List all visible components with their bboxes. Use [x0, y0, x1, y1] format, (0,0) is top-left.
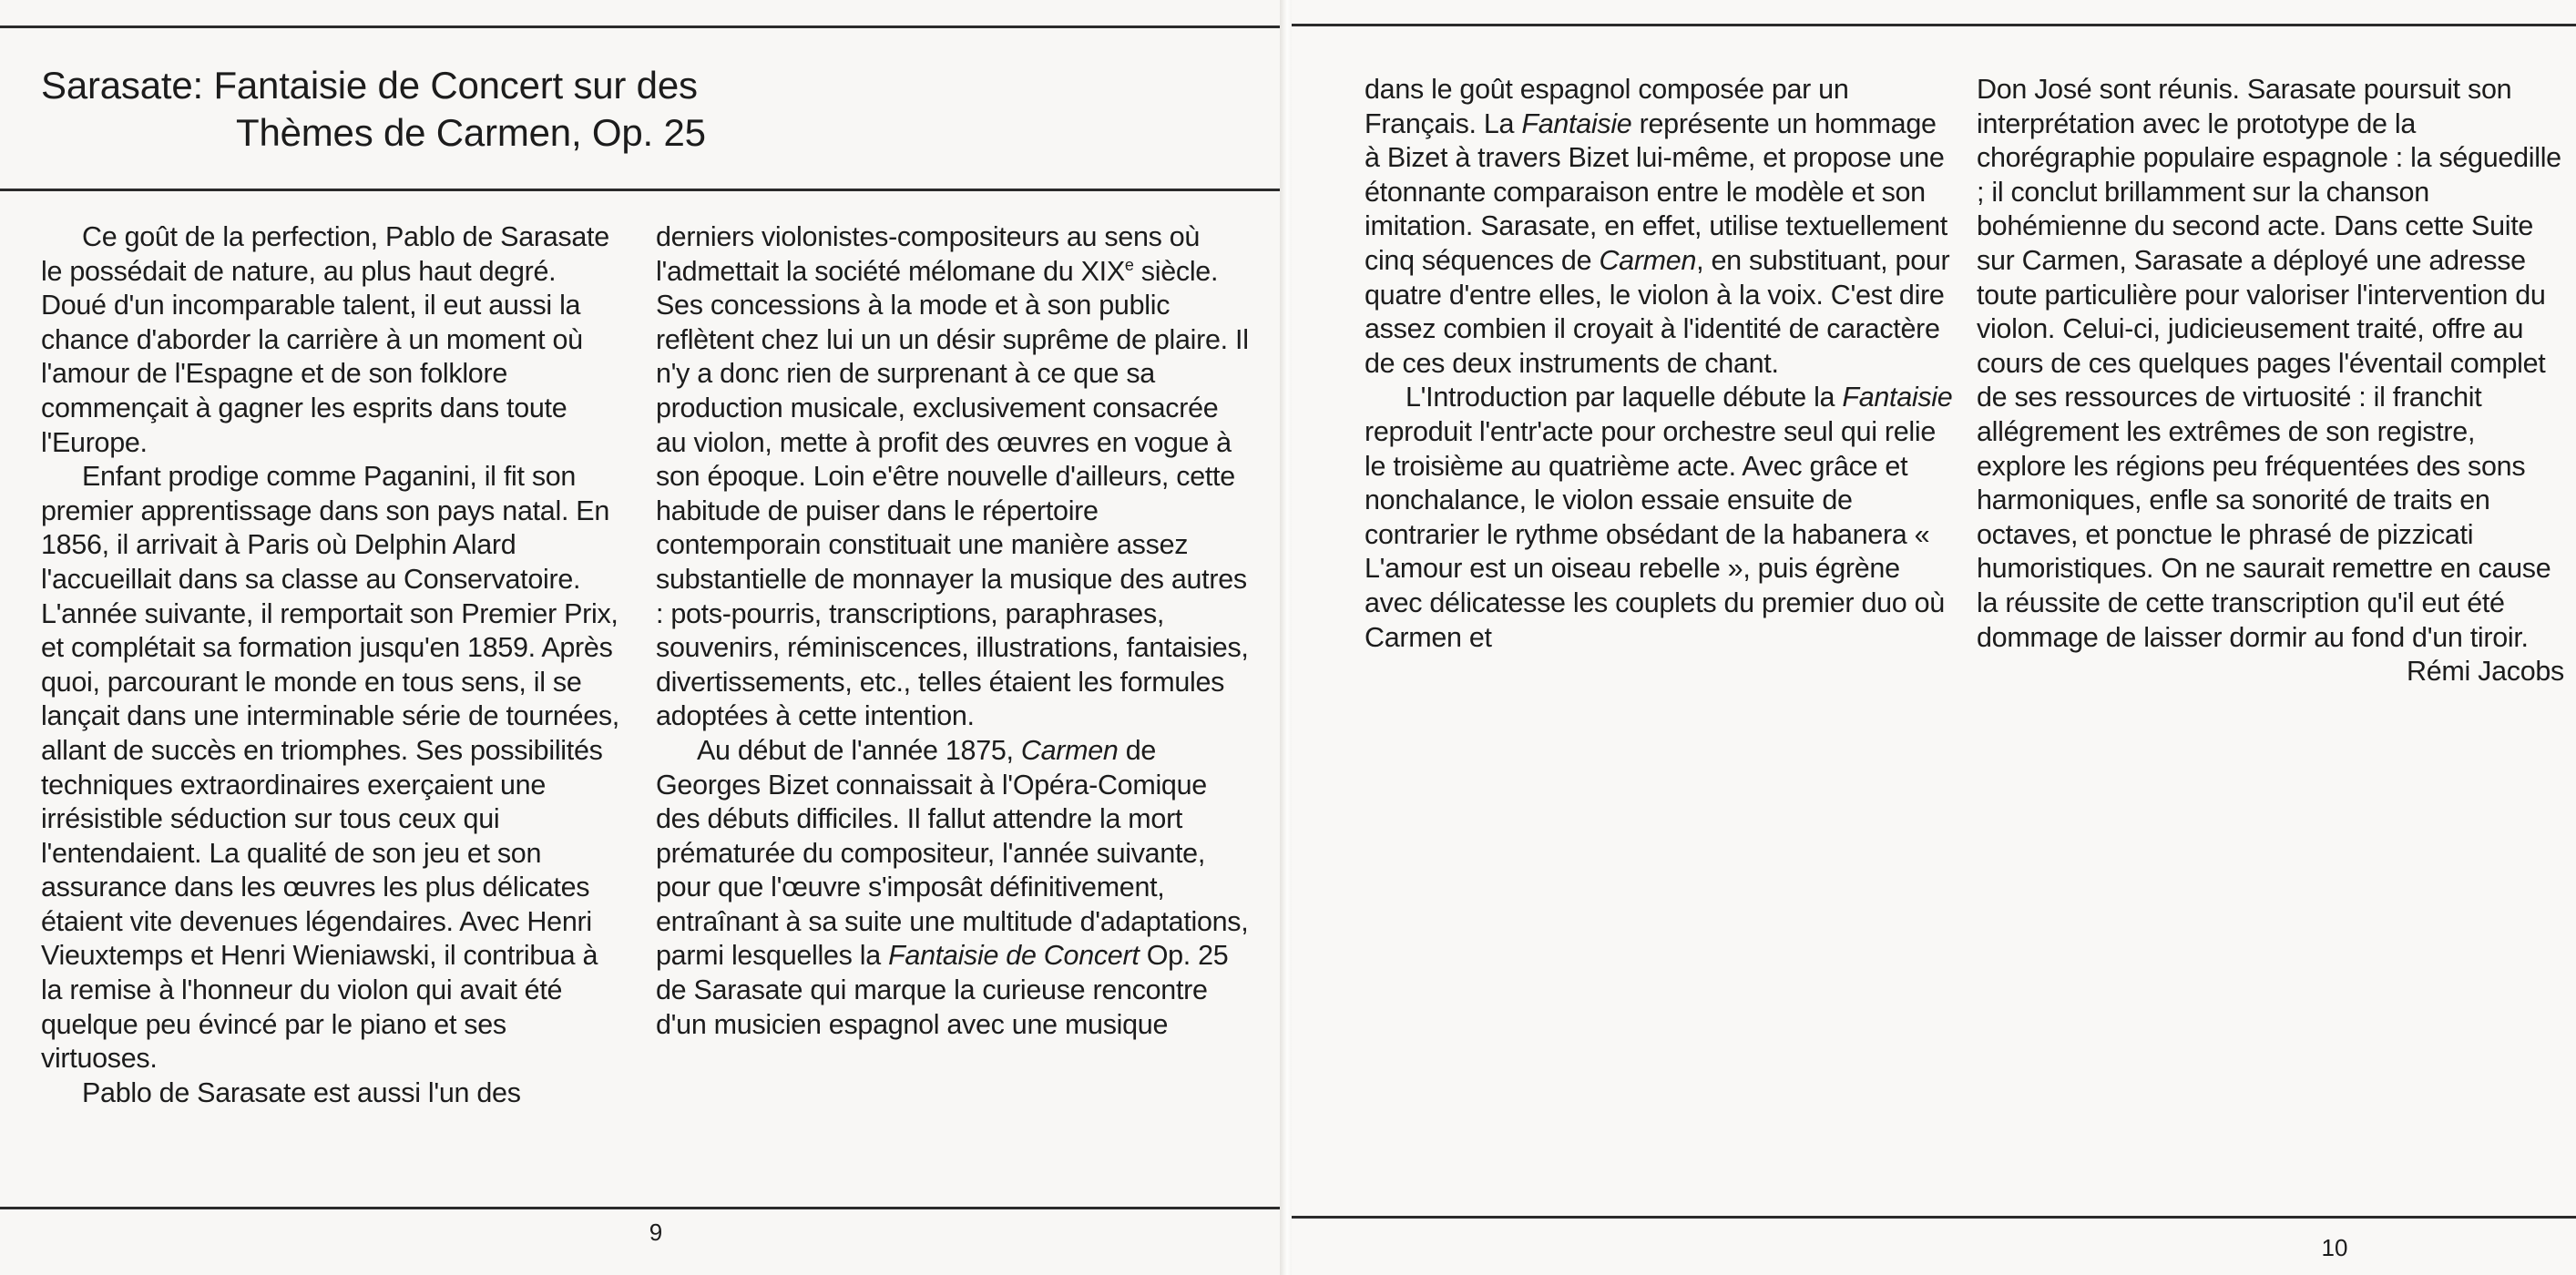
- paragraph: Enfant prodige comme Paganini, il fit son premier apprentissage dans son pays natal. En 1856, il arrivait à Paris où Delphin Alard l'accueillait dans sa classe au Conservatoire. L'année suivante, il remportait son Premier Prix, et complétait sa formation jusqu'en 1859. Après quoi, parcourant le monde en tous sens, il se lançait dans une interminable série de tournées, allant de succès en triomphes. Ses possibilités techniques extraordinaires exerçaient une irrésistible séduction sur tous ceux qui l'entendaient. La qualité de son jeu et son assurance dans les œuvres les plus délicates étaient vite devenues légendaires. Avec Henri Vieuxtemps et Henri Wieniawski, il contribua à la remise à l'honneur du violon qui avait été quelque peu évincé par le piano et ses virtuoses.: [41, 461, 619, 1075]
- text-run: de Georges Bizet connaissait à l'Opéra-Comique des débuts difficiles. Il fallut attendre la mort prématurée du compositeur, l'année suivante, pour que l'œuvre s'imposât définitivement, entraînant à sa suite une multitude d'adaptations, parmi lesquelles la: [656, 734, 1249, 972]
- page-number-left: 9: [649, 1219, 663, 1246]
- title-line-1: Sarasate: Fantaisie de Concert sur des: [41, 64, 698, 107]
- right-column-1: [1365, 73, 1957, 655]
- text-run: derniers violonistes-compositeurs au sens où l'admettait la société mélomane du XIX: [656, 221, 1201, 287]
- text-run: L'Introduction par laquelle débute la: [1406, 382, 1843, 413]
- superscript: e: [1124, 255, 1134, 274]
- paragraph: Don José sont réunis. Sarasate poursuit son interprétation avec le prototype de la chorégraphie populaire espagnole : la séguedille ; il conclut brillamment sur la chanson bohémienne du second acte. Dans cette Suite sur Carmen, Sarasate a déployé une adresse toute particulière pour valoriser l'intervention du violon. Celui-ci, judicieusement traité, offre au cours de ces quelques pages l'éventail complet de ses ressources de virtuosité : il franchit allégrement les extrêmes de son registre, explore les régions peu fréquentées des sons harmoniques, enfle sa sonorité de traits en octaves, et ponctue le phrasé de pizzicati humoristiques. On ne saurait remettre en cause la réussite de cette transcription qu'il eut été dommage de laisser dormir au fond d'un tiroir.: [1977, 74, 2561, 653]
- text-run: Op. 25 de Sarasate qui marque la curieuse rencontre d'un musicien espagnol avec une musique: [656, 940, 1229, 1040]
- italic-title: Fantaisie: [1521, 107, 1632, 139]
- text-run: représente un hommage à Bizet à travers Bizet lui-même, et propose une étonnante comparaison entre le modèle et son imitation. Sarasate, en effet, utilise textuellement cinq séquences de: [1365, 107, 1947, 276]
- bottom-rule-left: [0, 1207, 1280, 1209]
- page-number-right: 10: [2321, 1234, 2348, 1261]
- author-signature: Rémi Jacobs: [2407, 656, 2564, 688]
- text-run: , en substituant, pour quatre d'entre elles, le violon à la voix. C'est dire assez combien il croyait à l'identité de caractère de ces deux instruments de chant.: [1365, 244, 1950, 379]
- paragraph: [656, 734, 1252, 1042]
- left-column-1: [41, 220, 624, 1110]
- text-run: dans le goût espagnol composée par un Français. La: [1365, 74, 1849, 139]
- text-run: reproduit l'entr'acte pour orchestre seul qui relie le troisième au quatrième acte. Avec grâce et nonchalance, le violon essaie ensuite de contrarier le rythme obsédant de la habanera « L'amour est un oiseau rebelle », puis égrène avec délicatesse les couplets du premier duo où Carmen et: [1365, 415, 1945, 653]
- italic-title: Carmen: [1599, 244, 1697, 276]
- top-rule-left: [0, 26, 1280, 28]
- page-title: [41, 62, 1262, 157]
- right-column-2: [1977, 73, 2564, 689]
- paragraph: [656, 220, 1252, 734]
- title-line-2: Thèmes de Carmen, Op. 25: [236, 111, 706, 154]
- paragraph: Pablo de Sarasate est aussi l'un des: [82, 1076, 521, 1108]
- left-column-2: [656, 220, 1252, 1042]
- text-run: siècle. Ses concessions à la mode et à son public reflètent chez lui un un désir suprême de plaire. Il n'y a donc rien de surprenant à ce que sa production musicale, exclusivement consacrée au violon, mette à profit des œuvres en vogue à son époque. Loin e'être nouvelle d'ailleurs, cette habitude de puiser dans le répertoire contemporain constituait une manière assez substantielle de monnayer la musique des autres : pots-pourris, transcriptions, paraphrases, souvenirs, réminiscences, illustrations, fantaisies, divertissements, etc., telles étaient les formules adoptées à cette intention.: [656, 255, 1249, 732]
- left-page: [0, 0, 1284, 1275]
- italic-title: Carmen: [1020, 734, 1119, 766]
- right-page: [1292, 0, 2576, 1275]
- paragraph: Ce goût de la perfection, Pablo de Sarasate le possédait de nature, au plus haut degré. Doué d'un incomparable talent, il eut aussi la chance d'aborder la carrière à un moment où l'amour de l'Espagne et de son folklore commençait à gagner les esprits dans toute l'Europe.: [41, 221, 609, 458]
- bottom-rule-right: [1292, 1216, 2576, 1219]
- text-run: Au début de l'année 1875,: [697, 734, 1021, 766]
- italic-title: Fantaisie: [1842, 382, 1953, 413]
- italic-title: Fantaisie de Concert: [888, 940, 1140, 972]
- top-rule-right: [1292, 24, 2576, 26]
- paragraph: [1365, 73, 1957, 381]
- paragraph: [1365, 381, 1957, 655]
- title-rule-left: [0, 189, 1280, 191]
